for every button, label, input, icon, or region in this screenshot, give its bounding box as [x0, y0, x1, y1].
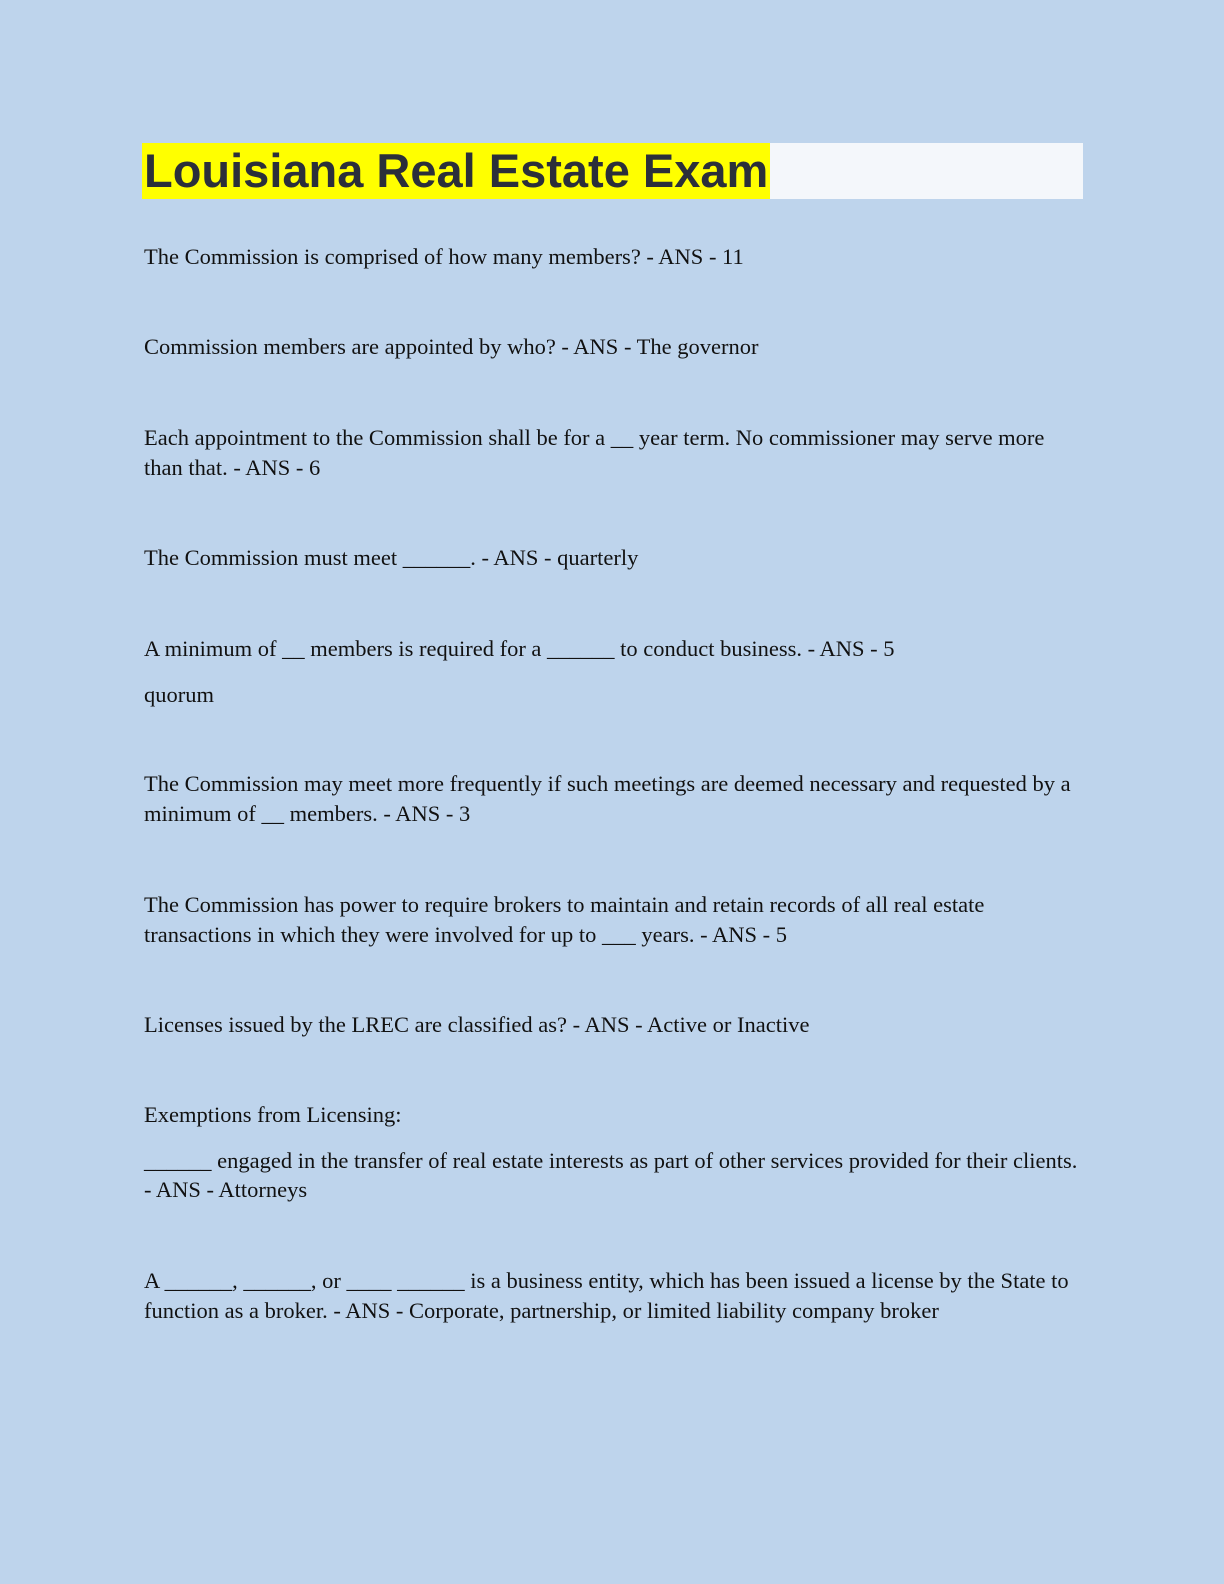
qa-item — [144, 1266, 1084, 1325]
qa-item — [144, 332, 1084, 362]
qa-text: The Commission has power to require brokers to maintain and retain records of all real estate transactions in which they were involved for up to ___ years. - ANS - 5 — [144, 892, 985, 947]
qa-text: A ______, ______, or ____ ______ is a business entity, which has been issued a license by the State to function as a broker. - ANS - Corporate, partnership, or limited liability company broker — [144, 1268, 1069, 1323]
qa-item — [144, 769, 1084, 828]
document-title: Louisiana Real Estate Exam — [144, 144, 769, 197]
qa-text: The Commission is comprised of how many members? - ANS - 11 — [144, 244, 744, 269]
qa-text: Commission members are appointed by who? - ANS - The governor — [144, 334, 759, 359]
qa-item — [144, 890, 1084, 949]
qa-item — [144, 242, 1084, 272]
qa-item — [144, 423, 1084, 482]
qa-item — [144, 1100, 1084, 1205]
qa-text: The Commission must meet ______. - ANS - quarterly — [144, 545, 639, 570]
qa-item — [144, 1010, 1084, 1040]
qa-item — [144, 543, 1084, 573]
qa-heading: Exemptions from Licensing: — [144, 1102, 402, 1127]
qa-text: A minimum of __ members is required for a ______ to conduct business. - ANS - 5 — [144, 636, 895, 661]
qa-item — [144, 634, 1084, 709]
qa-text: Licenses issued by the LREC are classified as? - ANS - Active or Inactive — [144, 1012, 810, 1037]
qa-text: The Commission may meet more frequently if such meetings are deemed necessary and requested by a minimum of __ members. - ANS - 3 — [144, 771, 1071, 826]
qa-text: Each appointment to the Commission shall be for a __ year term. No commissioner may serve more than that. - ANS - 6 — [144, 425, 1045, 480]
qa-extra-text: quorum — [144, 681, 214, 707]
qa-text: ______ engaged in the transfer of real estate interests as part of other services provided for their clients. - ANS - Attorneys — [144, 1147, 1078, 1202]
title-bar — [142, 143, 1083, 199]
